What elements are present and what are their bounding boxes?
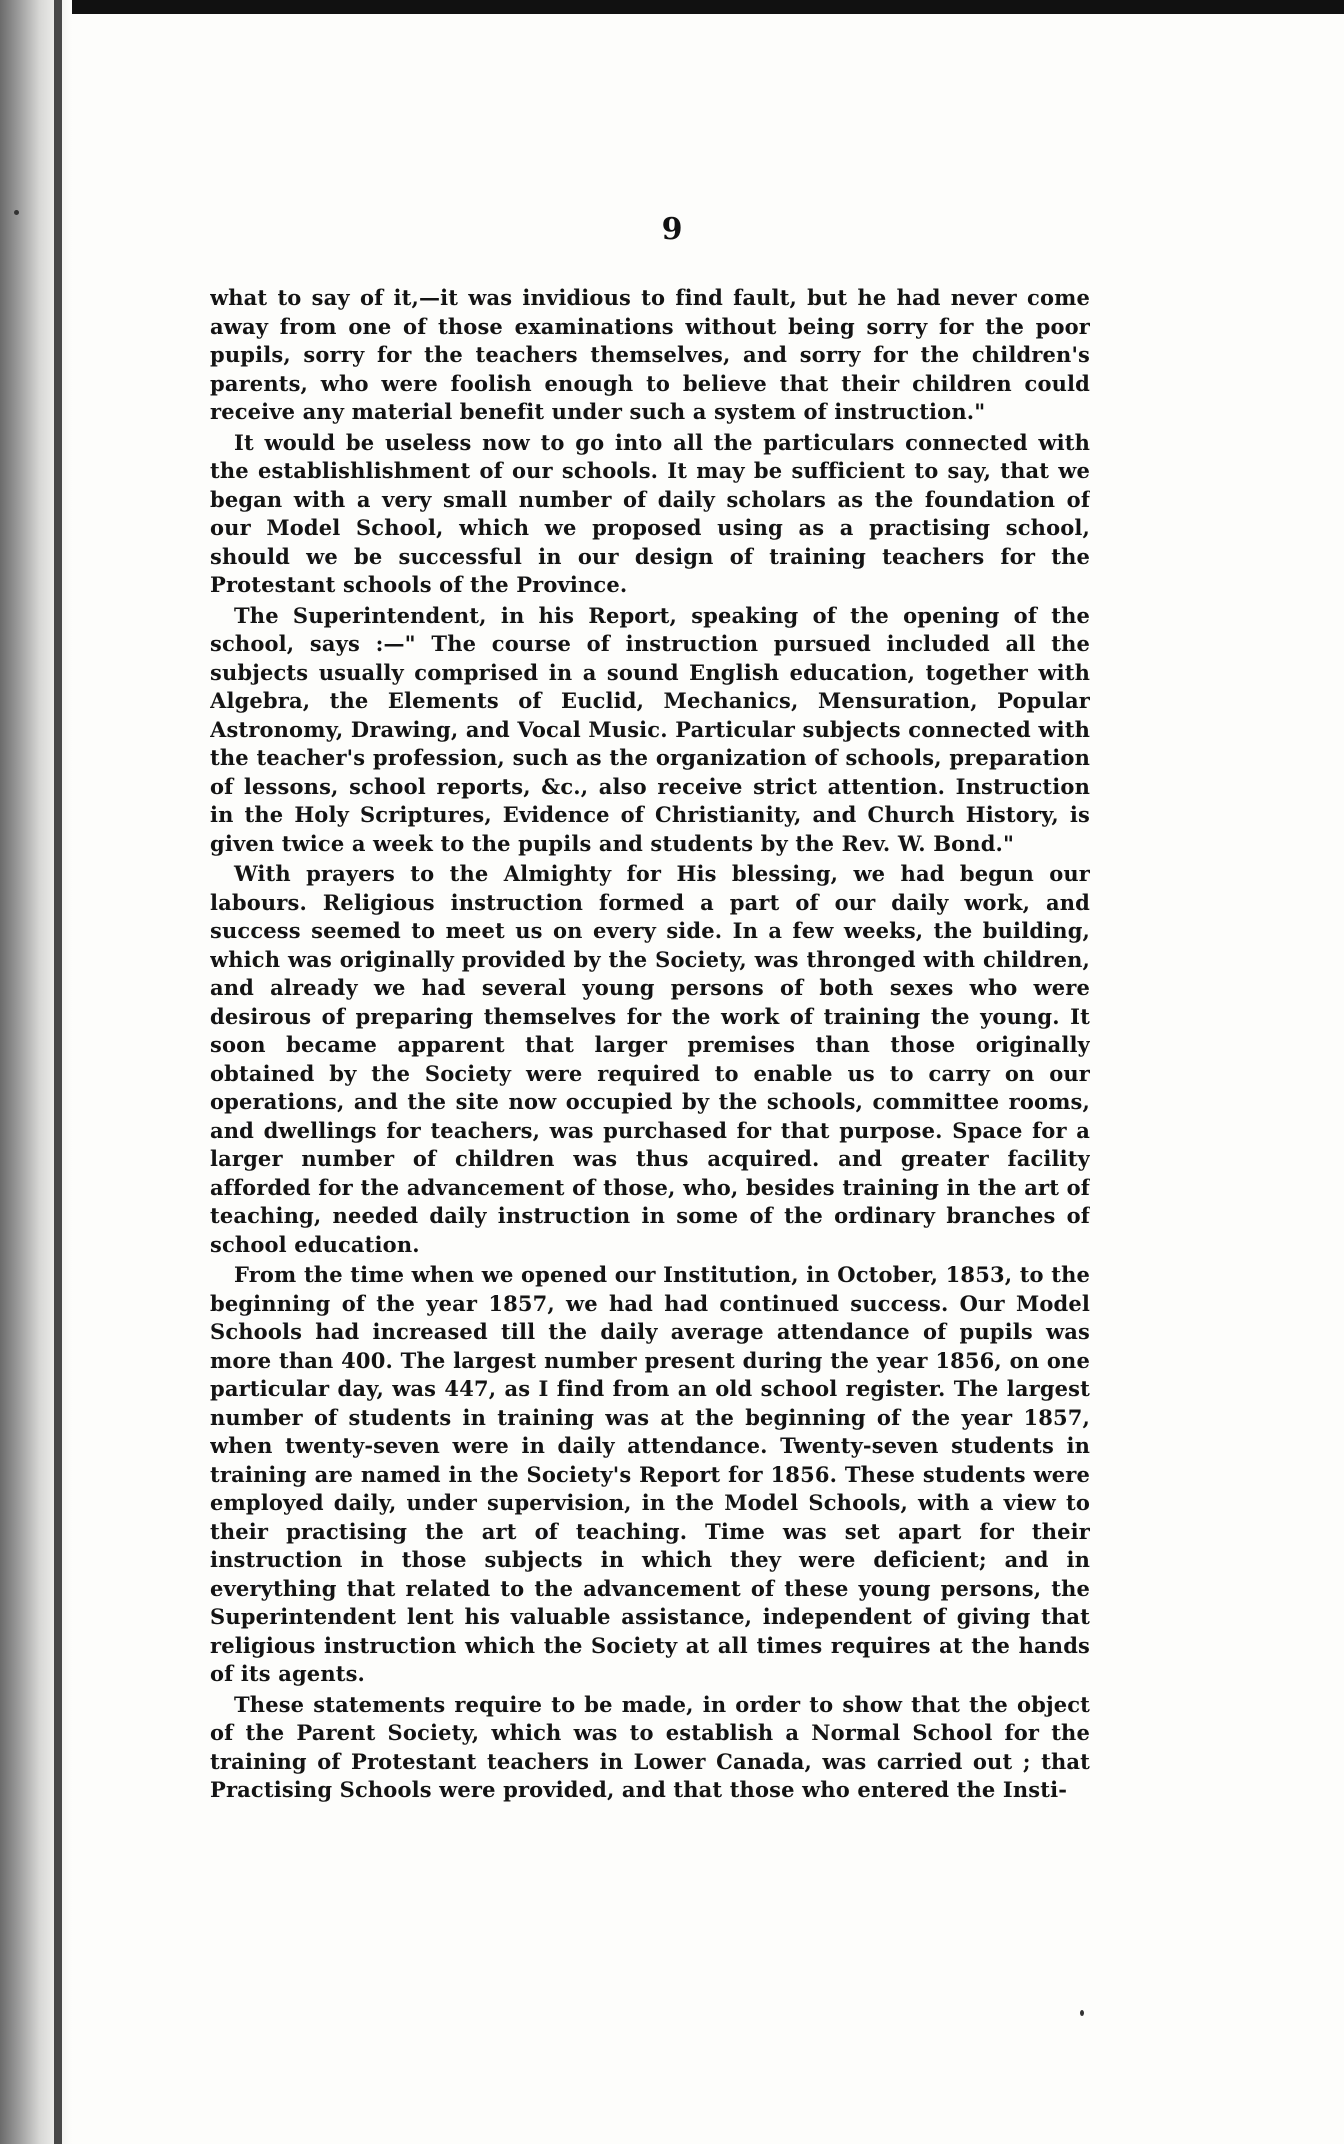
paragraph: It would be useless now to go into all the particulars connected with the establishlishment of our schools. It may be sufficient to say, that we began with a very small number of daily scholars as the foundation of our Model School, which we proposed using as a practising school, should we be successful in our design of training teachers for the Protestant schools of the Province. — [210, 429, 1090, 597]
scan-speck — [1080, 2010, 1084, 2016]
paragraph: From the time when we opened our Institution, in October, 1853, to the beginning of the year 1857, we had had continued success. Our Model Schools had increased till the daily average attendance of pupils was more than 400. The largest number present during the year 1856, on one particular day, was 447, as I find from an old school register. The largest number of students in training was at the beginning of the year 1857, when twenty-seven were in daily attendance. Twenty-seven students in training are named in the Society's Report for 1856. These students were employed daily, under supervision, in the Model Schools, with a view to their practising the art of teaching. Time was set apart for their instruction in those subjects in which they were deficient; and in everything that related to the advancement of these young persons, the Superintendent lent his valuable assistance, independent of giving that religious instruction which the Society at all times requires at the hands of its agents. — [210, 1262, 1090, 1686]
scan-top-border — [0, 0, 1344, 14]
paragraph: These statements require to be made, in order to show that the object of the Parent Society, which was to establish a Normal School for the training of Protestant teachers in Lower Canada, was carried out ; that Practising Schools were provided, and that those who entered the Insti- — [210, 1691, 1090, 1802]
page-number: 9 — [661, 212, 683, 247]
paragraph: The Superintendent, in his Report, speaking of the opening of the school, says :—" The course of instruction pursued included all the subjects usually comprised in a sound English education, together with Algebra, the Elements of Euclid, Mechanics, Mensuration, Popular Astronomy, Drawing, and Vocal Music. Particular subjects connected with the teacher's profession, such as the organization of schools, preparation of lessons, school reports, &c., also receive strict attention. Instruction in the Holy Scriptures, Evidence of Christianity, and Church History, is given twice a week to the pupils and students by the Rev. W. Bond." — [210, 602, 1090, 856]
body-text — [210, 284, 1090, 1884]
page-binding-line — [54, 0, 62, 2144]
paragraph: With prayers to the Almighty for His blessing, we had begun our labours. Religious instruction formed a part of our daily work, and success seemed to meet us on every side. In a few weeks, the building, which was originally provided by the Society, was thronged with children, and already we had several young persons of both sexes who were desirous of preparing themselves for the work of training the young. It soon became apparent that larger premises than those originally obtained by the Society were required to enable us to carry on our operations, and the site now occupied by the schools, committee rooms, and dwellings for teachers, was purchased for that purpose. Space for a larger number of children was thus acquired. and greater facility afforded for the advancement of those, who, besides training in the art of teaching, needed daily instruction in some of the ordinary branches of school education. — [210, 861, 1090, 1257]
paragraph: what to say of it,—it was invidious to find fault, but he had never come away from one of those examinations without being sorry for the poor pupils, sorry for the teachers themselves, and sorry for the children's parents, who were foolish enough to believe that their children could receive any material benefit under such a system of instruction." — [210, 285, 1090, 424]
